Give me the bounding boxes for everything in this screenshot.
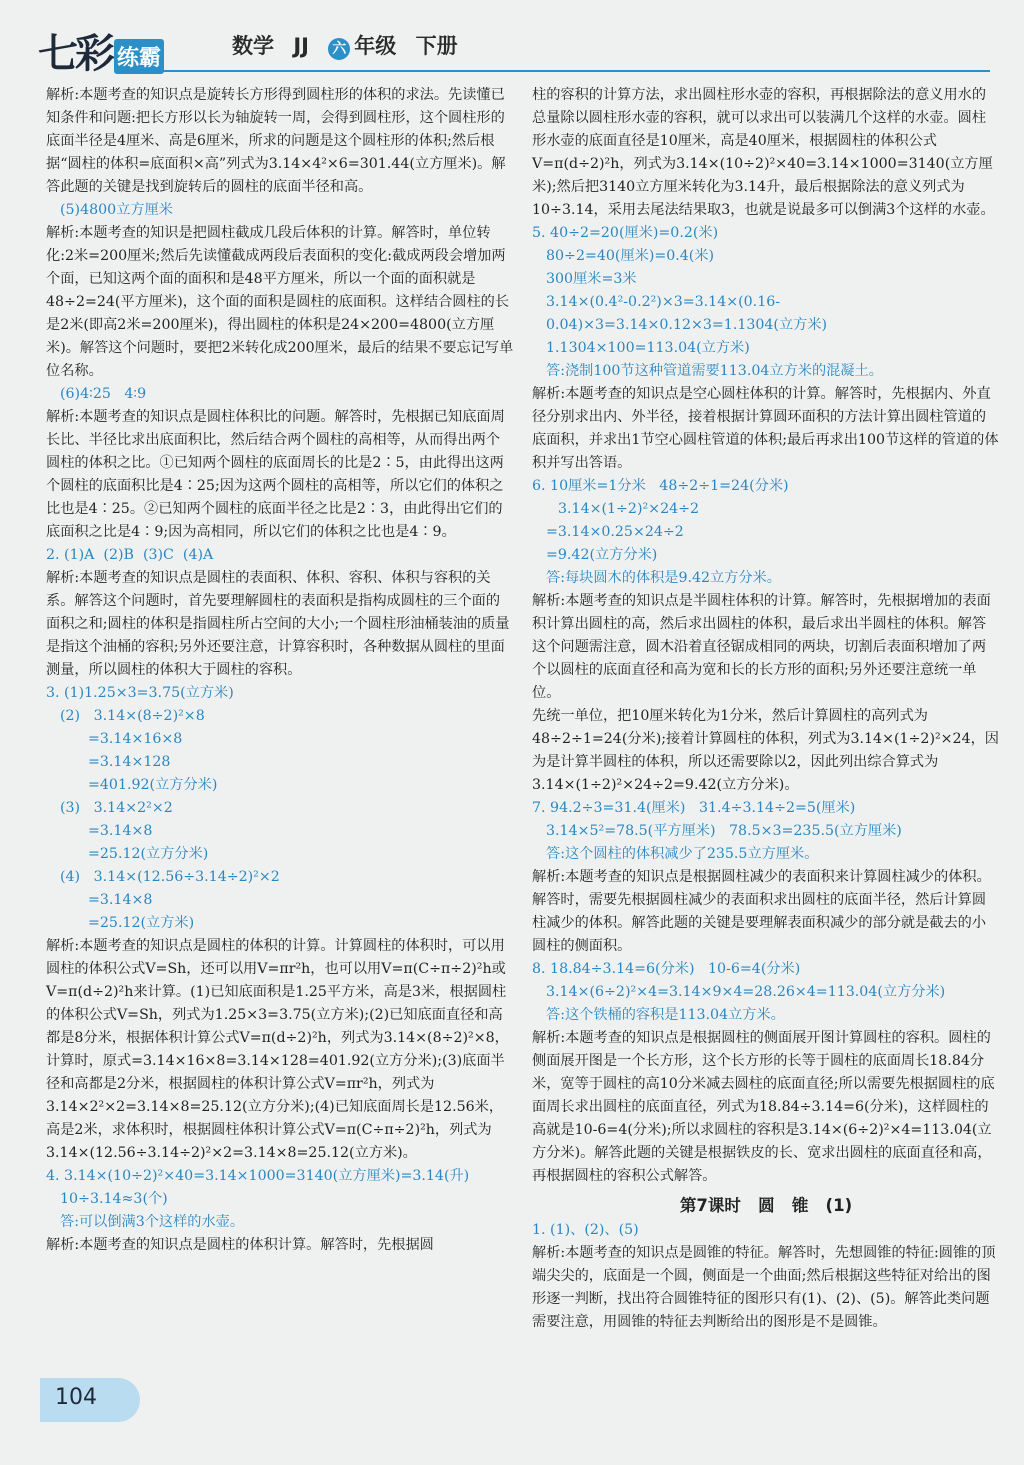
text-paragraph: 解析:本题考查的知识点是空心圆柱体积的计算。解答时，先根据内、外直径分别求出内、外半径，接着根据计算圆环面积的方法计算出圆柱管道的底面积，并求出1节空心圆柱管道的体积;最后再求出100节这样的管道的体积并写出答语。	[532, 386, 999, 471]
text-paragraph: 解析:本题考查的知识点是根据圆柱的侧面展开图计算圆柱的容积。圆柱的侧面展开图是一个长方形，这个长方形的长等于圆柱的底面周长18.84分米，宽等于圆柱的高10分米减去圆柱的底面直径;所以需要先根据圆柱的底面周长求出圆柱的底面直径，列式为18.84÷3.14=6(分米)，这样圆柱的高就是10-6=4(分米);所以求圆柱的容积是3.14×(6÷2)²×4=113.04(立方分米)。解答此题的关键是根据铁皮的长、宽求出圆柱的底面直径和高，再根据圆柱的容积公式解答。	[532, 1030, 995, 1184]
text-paragraph: 5. 40÷2=20(厘米)=0.2(米)	[532, 225, 719, 241]
text-paragraph: =9.42(立方分米)	[546, 547, 658, 563]
brand-logo: 七彩 练霸	[38, 22, 164, 79]
text-paragraph: 解析:本题考查的知识点是圆柱的表面积、体积、容积、体积与容积的关系。解答这个问题时，首先要理解圆柱的表面积是指构成圆柱的三个面的面积之和;圆柱的体积是指圆柱所占空间的大小;一个圆柱形油桶装油的质量是指这个油桶的容积;另外还要注意，计算容积时，各种数据从圆柱的里面测量，所以圆柱的体积大于圆柱的容积。	[46, 570, 510, 678]
text-paragraph: 300厘米=3米	[546, 271, 637, 287]
text-paragraph: 8. 18.84÷3.14=6(分米) 10-6=4(分米)	[532, 961, 801, 977]
text-paragraph: =3.14×128	[88, 754, 171, 770]
text-paragraph: 答:可以倒满3个这样的水壶。	[60, 1214, 245, 1230]
text-paragraph: (3) 3.14×2²×2	[60, 800, 173, 816]
text-paragraph: (4) 3.14×(12.56÷3.14÷2)²×2	[60, 869, 280, 885]
text-paragraph: 答:浇制100节这种管道需要113.04立方米的混凝土。	[546, 363, 883, 379]
text-paragraph: 3.14×(6÷2)²×4=3.14×9×4=28.26×4=113.04(立方分米)	[546, 984, 946, 1000]
text-paragraph: 80÷2=40(厘米)=0.4(米)	[546, 248, 715, 264]
text-paragraph: =25.12(立方米)	[88, 915, 195, 931]
text-paragraph: 解析:本题考查的知识是把圆柱截成几段后体积的计算。解答时，单位转化:2米=200厘米;然后先读懂截成两段后表面积的变化:截成两段会增加两个面，已知这两个面的面积和是48平方厘米，所以一个面的面积就是48÷2=24(平方厘米)，这个面的面积是圆柱的底面积。这样结合圆柱的长是2米(即高2米=200厘米)，得出圆柱的体积是24×200=4800(立方厘米)。解答这个问题时，要把2米转化成200厘米，最后的结果不要忘记写单位名称。	[46, 225, 514, 379]
text-paragraph: 1.1304×100=113.04(立方米)	[546, 340, 750, 356]
text-paragraph: 4. 3.14×(10÷2)²×40=3.14×1000=3140(立方厘米)=3.14(升)	[46, 1168, 470, 1184]
text-paragraph: 柱的容积的计算方法，求出圆柱形水壶的容积，再根据除法的意义用水的总量除以圆柱形水壶的容积，就可以求出可以装满几个这样的水壶。圆柱形水壶的底面直径是10厘米，高是40厘米，根据圆柱的体积公式V=π(d÷2)²h，列式为3.14×(10÷2)²×40=3.14×1000=3140(立方厘米);然后把3140立方厘米转化为3.14升，最后根据除法的意义列式为10÷3.14，采用去尾法结果取3，也就是说最多可以倒满3个这样的水壶。	[532, 87, 995, 218]
page-header	[0, 0, 1024, 78]
text-paragraph: 7. 94.2÷3=31.4(厘米) 31.4÷3.14÷2=5(厘米)	[532, 800, 856, 816]
text-paragraph: 10÷3.14≈3(个)	[60, 1191, 168, 1207]
text-paragraph: 解析:本题考查的知识点是半圆柱体积的计算。解答时，先根据增加的表面积计算出圆柱的高，然后求出圆柱的体积，最后求出半圆柱的体积。解答这个问题需注意，圆木沿着直径锯成相同的两块，切割后表面积增加了两个以圆柱的底面直径和高为宽和长的长方形的面积;另外还要注意统一单位。	[532, 593, 991, 701]
text-paragraph: =25.12(立方分米)	[88, 846, 209, 862]
page-number: 104	[55, 1385, 97, 1410]
section-heading: 第7课时 圆 锥 (1)	[679, 1196, 853, 1215]
text-paragraph: 3.14×(1÷2)²×24÷2	[558, 501, 700, 517]
header-divider	[130, 70, 990, 72]
edition-label: JJ	[293, 34, 309, 58]
text-paragraph: =401.92(立方分米)	[88, 777, 218, 793]
text-paragraph: 2. (1)A (2)B (3)C (4)A	[46, 547, 214, 563]
text-paragraph: 答:这个铁桶的容积是113.04立方米。	[546, 1007, 785, 1023]
text-paragraph: =3.14×0.25×24÷2	[546, 524, 684, 540]
text-paragraph: 先统一单位，把10厘米转化为1分米，然后计算圆柱的高列式为48÷2÷1=24(分米);接着计算圆柱的体积，列式为3.14×(1÷2)²×24，因为是计算半圆柱的体积，所以还需要除以2，因此列出综合算式为3.14×(1÷2)²×24÷2=9.42(立方分米)。	[532, 708, 999, 793]
text-paragraph: 1. (1)、(2)、(5)	[532, 1222, 639, 1238]
logo-badge: 练霸	[114, 39, 164, 74]
text-paragraph: 解析:本题考查的知识点是圆柱的体积的计算。计算圆柱的体积时，可以用圆柱的体积公式V=Sh，还可以用V=πr²h，也可以用V=π(C÷π÷2)²h或V=π(d÷2)²h来计算。(1)已知底面积是1.25平方米，高是3米，根据圆柱的体积公式V=Sh，列式为1.25×3=3.75(立方米);(2)已知底面直径和高都是8分米，根据体积计算公式V=π(d÷2)²h，列式为3.14×(8÷2)²×8，计算时，原式=3.14×16×8=3.14×128=401.92(立方分米);(3)底面半径和高都是2分米，根据圆柱的体积计算公式V=πr²h，列式为3.14×2²×2=3.14×8=25.12(立方分米);(4)已知底面周长是12.56米，高是2米，求体积时，根据圆柱体积计算公式V=π(C÷π÷2)²h，列式为3.14×(12.56÷3.14÷2)²×2=3.14×8=25.12(立方米)。	[46, 938, 509, 1161]
text-paragraph: 解析:本题考查的知识点是圆锥的特征。解答时，先想圆锥的特征:圆锥的顶端尖尖的，底面是一个圆，侧面是一个曲面;然后根据这些特征对给出的图形逐一判断，找出符合圆锥特征的图形只有(1)、(2)、(5)。解答此类问题需要注意，用圆锥的特征去判断给出的图形是不是圆锥。	[532, 1245, 996, 1330]
text-paragraph: (2) 3.14×(8÷2)²×8	[60, 708, 205, 724]
left-column	[46, 84, 514, 1257]
text-paragraph: (5)4800立方厘米	[60, 202, 173, 218]
grade-number-badge: 六	[328, 38, 350, 60]
text-paragraph: (6)4∶25 4∶9	[60, 386, 147, 402]
text-paragraph: 3. (1)1.25×3=3.75(立方米)	[46, 685, 234, 701]
text-paragraph: 解析:本题考查的知识点是圆柱体积比的问题。解答时，先根据已知底面周长比、半径比求出底面积比，然后结合两个圆柱的高相等，从而得出两个圆柱的体积之比。①已知两个圆柱的底面周长的比是2∶5，由此得出这两个圆柱的底面积比是4∶25;因为这两个圆柱的高相等，所以它们的体积之比也是4∶25。②已知两个圆柱的底面半径之比是2∶3，由此得出它们的底面积之比是4∶9;因为高相同，所以它们的体积之比也是4∶9。	[46, 409, 505, 540]
text-paragraph: 3.14×(0.4²-0.2²)×3=3.14×(0.16-0.04)×3=3.14×0.12×3=1.1304(立方米)	[546, 294, 828, 333]
grade-label: 年级	[354, 34, 397, 58]
text-paragraph: =3.14×8	[88, 892, 153, 908]
text-paragraph: =3.14×16×8	[88, 731, 183, 747]
subject-label: 数学	[232, 34, 274, 58]
text-paragraph: 答:这个圆柱的体积减少了235.5立方厘米。	[546, 846, 819, 862]
text-paragraph: 答:每块圆木的体积是9.42立方分米。	[546, 570, 781, 586]
text-paragraph: 6. 10厘米=1分米 48÷2÷1=24(分米)	[532, 478, 789, 494]
text-paragraph: 解析:本题考查的知识点是旋转长方形得到圆柱形的体积的求法。先读懂已知条件和问题:把长方形以长为轴旋转一周，会得到圆柱形，这个圆柱形的底面半径是4厘米、高是6厘米，所求的问题是这个圆柱形的体积;然后根据“圆柱的体积=底面积×高”列式为3.14×4²×6=301.44(立方厘米)。解答此题的关键是找到旋转后的圆柱的底面半径和高。	[46, 87, 506, 195]
book-info	[232, 30, 470, 60]
text-paragraph: 解析:本题考查的知识点是根据圆柱减少的表面积来计算圆柱减少的体积。解答时，需要先根据圆柱减少的表面积求出圆柱的底面半径，然后计算圆柱减少的体积。解答此题的关键是要理解表面积减少的部分就是截去的小圆柱的侧面积。	[532, 869, 991, 954]
term-label: 下册	[415, 34, 458, 58]
text-paragraph: =3.14×8	[88, 823, 153, 839]
text-paragraph: 解析:本题考查的知识点是圆柱的体积计算。解答时，先根据圆	[46, 1237, 434, 1253]
right-column	[532, 84, 1000, 1334]
text-paragraph: 3.14×5²=78.5(平方厘米) 78.5×3=235.5(立方厘米)	[546, 823, 902, 839]
